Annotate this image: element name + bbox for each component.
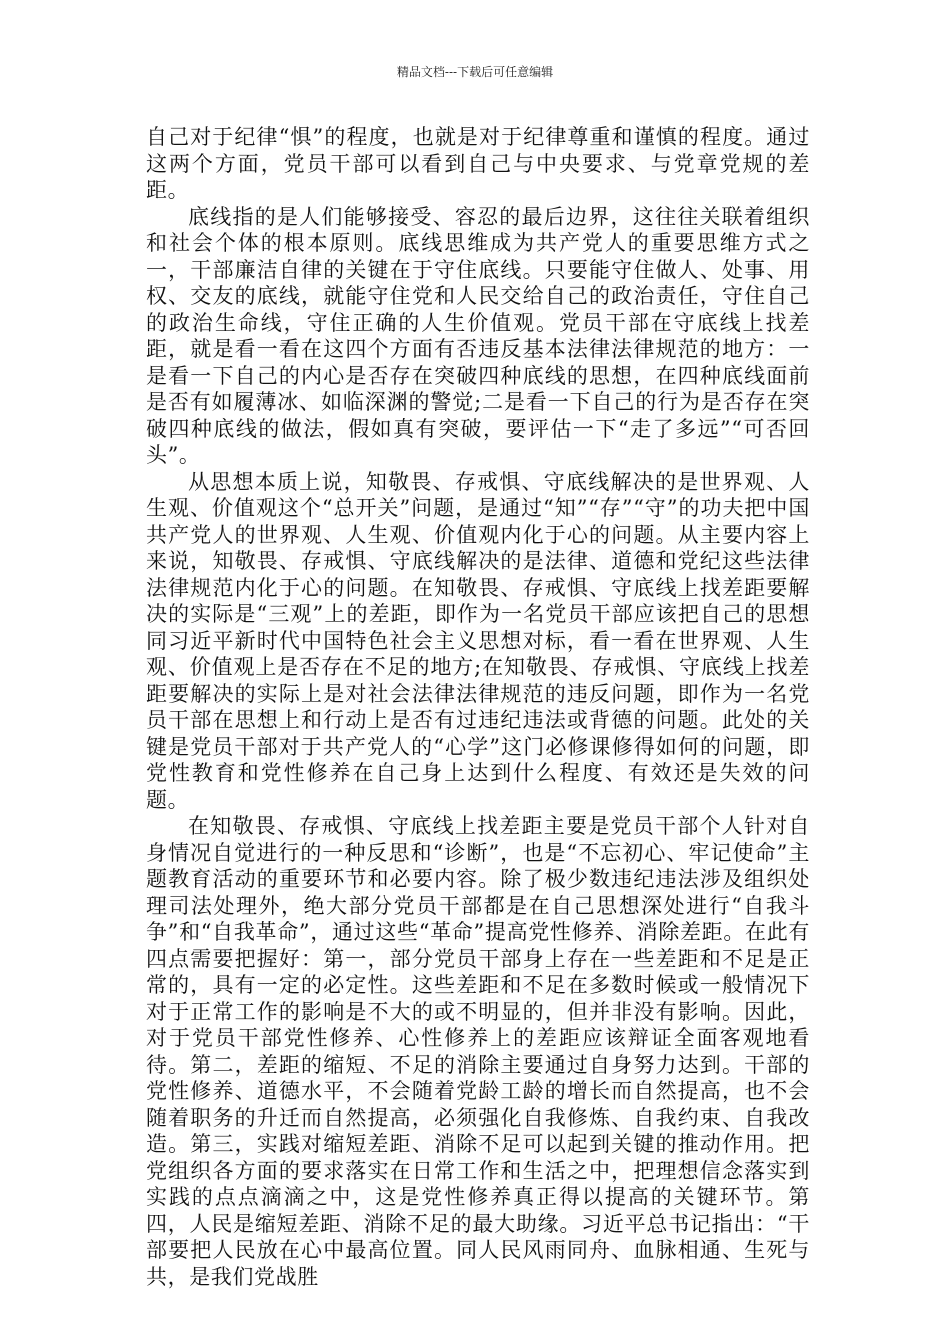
page-header: 精品文档---下载后可任意编辑 [396,65,554,79]
paragraph-ideological-essence: 从思想本质上说，知敬畏、存戒惧、守底线解决的是世界观、人生观、价值观这个“总开关”问题，是通过“知”“存”“守”的功夫把中国共产党人的世界观、人生观、价值观内化于心的问题。从主要内容上来说，知敬畏、存戒惧、守底线解决的是法律、道德和党纪这些法律法律规范内化于心的问题。在知敬畏、存戒惧、守底线上找差距要解决的实际是“三观”上的差距，即作为一名党员干部应该把自己的思想同习近平新时代中国特色社会主义思想对标，看一看在世界观、人生观、价值观上是否存在不足的地方;在知敬畏、存戒惧、守底线上找差距要解决的实际上是对社会法律法律规范的违反问题，即作为一名党员干部在思想上和行动上是否有过违纪违法或背德的问题。此处的关键是党员干部对于共产党人的“心学”这门必修课修得如何的问题，即党性教育和党性修养在自己身上达到什么程度、有效还是失效的问题。 [146,469,810,812]
document-body [146,124,810,1290]
paragraph-continuation: 自己对于纪律“惧”的程度，也就是对于纪律尊重和谨慎的程度。通过这两个方面，党员干部可以看到自己与中央要求、与党章党规的差距。 [146,125,810,202]
paragraph-self-reflection: 在知敬畏、存戒惧、守底线上找差距主要是党员干部个人针对自身情况自觉进行的一种反思和“诊断”，也是“不忘初心、牢记使命”主题教育活动的重要环节和必要内容。除了极少数违纪违法涉及组织处理司法处理外，绝大部分党员干部都是在自己思想深处进行“自我斗争”和“自我革命”，通过这些“革命”提高党性修养、消除差距。在此有四点需要把握好：第一，部分党员干部身上存在一些差距和不足是正常的，具有一定的必定性。这些差距和不足在多数时候或一般情况下对于正常工作的影响是不大的或不明显的，但并非没有影响。因此，对于党员干部党性修养、心性修养上的差距应该辩证全面客观地看待。第二，差距的缩短、不足的消除主要通过自身努力达到。干部的党性修养、道德水平，不会随着党龄工龄的增长而自然提高，也不会随着职务的升迁而自然提高，必须强化自我修炼、自我约束、自我改造。第三，实践对缩短差距、消除不足可以起到关键的推动作用。把党组织各方面的要求落实在日常工作和生活之中，把理想信念落实到实践的点点滴滴之中，这是党性修养真正得以提高的关键环节。第四，人民是缩短差距、消除不足的最大助缘。习近平总书记指出：“干部要把人民放在心中最高位置。同人民风雨同舟、血脉相通、生死与共，是我们党战胜 [146,814,810,1289]
paragraph-bottom-line: 底线指的是人们能够接受、容忍的最后边界，这往往关联着组织和社会个体的根本原则。底线思维成为共产党人的重要思维方式之一，干部廉洁自律的关键在于守住底线。只要能守住做人、处事、用权、交友的底线，就能守住党和人民交给自己的政治责任，守住自己的政治生命线，守住正确的人生价值观。党员干部在守底线上找差距，就是看一看在这四个方面有否违反基本法律法律规范的地方：一是看一下自己的内心是否存在突破四种底线的思想，在四种底线面前是否有如履薄冰、如临深渊的警觉;二是看一下自己的行为是否存在突破四种底线的做法，假如真有突破，要评估一下“走了多远”“可否回头”。 [146,204,810,467]
